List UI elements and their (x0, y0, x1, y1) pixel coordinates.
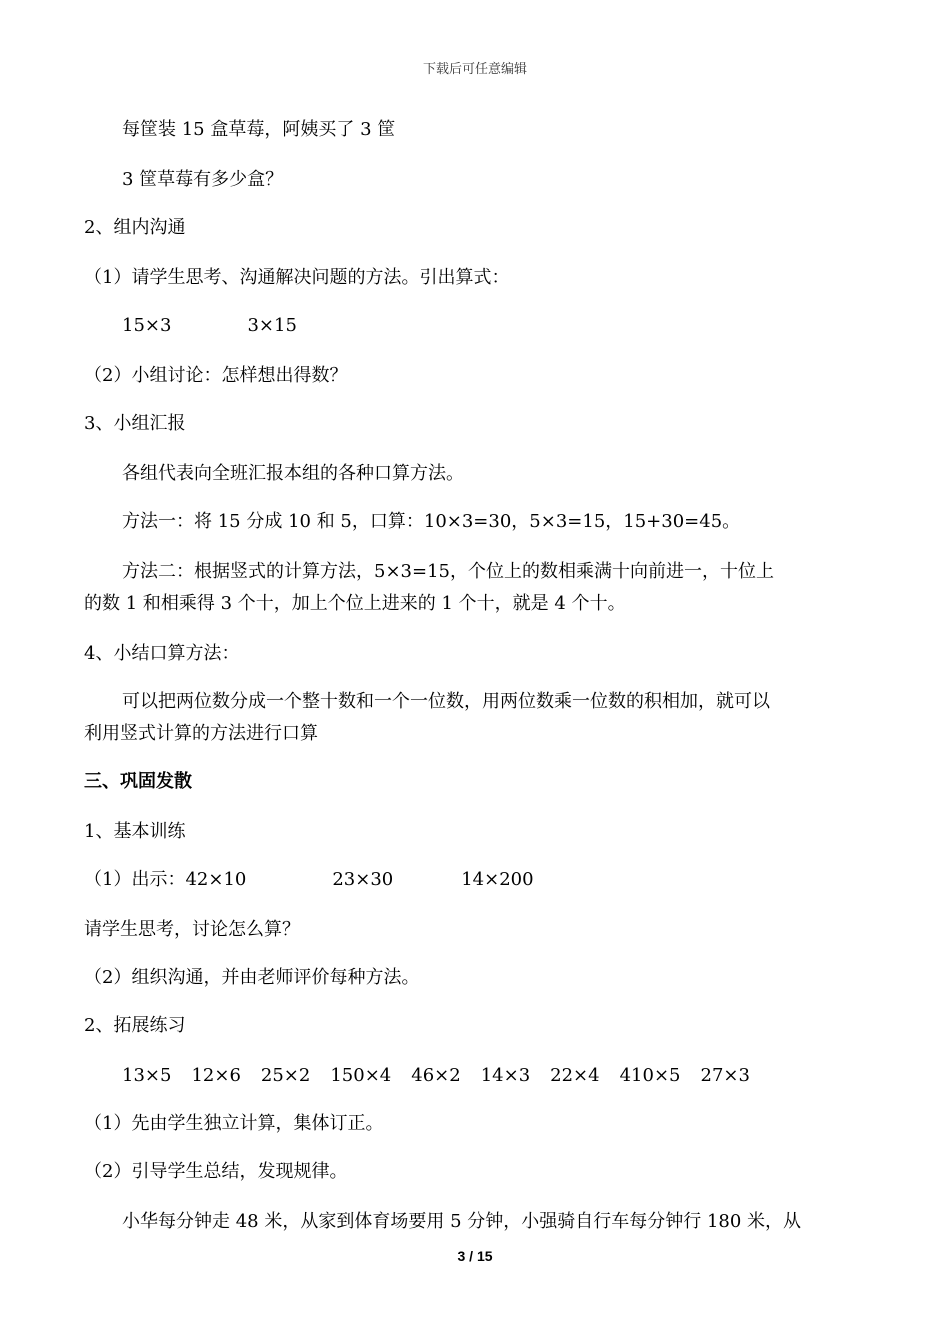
chapter-heading: 三、巩固发散 (84, 771, 192, 792)
exercise-item: 12×6 (191, 1065, 241, 1086)
paragraph-line: 请学生思考，讨论怎么算？ (84, 919, 300, 940)
exercise-item: 27×3 (700, 1065, 750, 1086)
formula-line (122, 314, 297, 338)
formula: 15×3 (122, 315, 172, 336)
paragraph-line: 利用竖式计算的方法进行口算 (84, 723, 318, 744)
section-heading: 2、组内沟通 (84, 217, 186, 238)
exercise-list (122, 1064, 750, 1088)
exercise-item: 46×2 (411, 1065, 461, 1086)
exercise-item: 150×4 (330, 1065, 392, 1086)
paragraph-line: 各组代表向全班汇报本组的各种口算方法。 (122, 463, 464, 484)
page-header-note: 下载后可任意编辑 (422, 62, 527, 77)
paragraph-line: 方法一：将 15 分成 10 和 5，口算：10×3=30，5×3=15，15+30=45。 (122, 511, 741, 532)
paragraph-line: 小华每分钟走 48 米，从家到体育场要用 5 分钟，小强骑自行车每分钟行 180 米，从 (122, 1211, 802, 1232)
paragraph-line: 方法二：根据竖式的计算方法，5×3=15，个位上的数相乘满十向前进一，十位上 (122, 561, 774, 582)
paragraph-line: （1）请学生思考、沟通解决问题的方法。引出算式： (84, 267, 510, 288)
paragraph-line: 可以把两位数分成一个整十数和一个一位数，用两位数乘一位数的积相加，就可以 (122, 691, 770, 712)
formula-line (84, 868, 534, 892)
section-heading: 4、小结口算方法： (84, 643, 240, 664)
section-heading: 1、基本训练 (84, 821, 186, 842)
paragraph-line: （2）组织沟通，并由老师评价每种方法。 (84, 967, 420, 988)
exercise-item: 25×2 (260, 1065, 311, 1086)
exercise-item: 410×5 (619, 1065, 681, 1086)
formula: 3×15 (247, 315, 297, 336)
paragraph-line: （2）引导学生总结，发现规律。 (84, 1161, 348, 1182)
paragraph-line: 的数 1 和相乘得 3 个十，加上个位上进来的 1 个十，就是 4 个十。 (84, 593, 626, 614)
section-heading: 3、小组汇报 (84, 413, 186, 434)
paragraph-line: （2）小组讨论：怎样想出得数？ (84, 365, 348, 386)
exercise-item: 13×5 (122, 1065, 172, 1086)
exercise-item: 22×4 (550, 1065, 600, 1086)
paragraph-line: （1）先由学生独立计算，集体订正。 (84, 1113, 384, 1134)
formula: 14×200 (461, 869, 534, 890)
exercise-item: 14×3 (480, 1065, 531, 1086)
paragraph-line: 每筐装 15 盒草莓，阿姨买了 3 筐 (122, 119, 396, 140)
formula: （1）出示：42×10 (84, 869, 247, 890)
paragraph-line: 3 筐草莓有多少盒？ (122, 169, 284, 190)
page-number: 3 / 15 (457, 1248, 493, 1264)
formula: 23×30 (332, 869, 394, 890)
section-heading: 2、拓展练习 (84, 1015, 186, 1036)
